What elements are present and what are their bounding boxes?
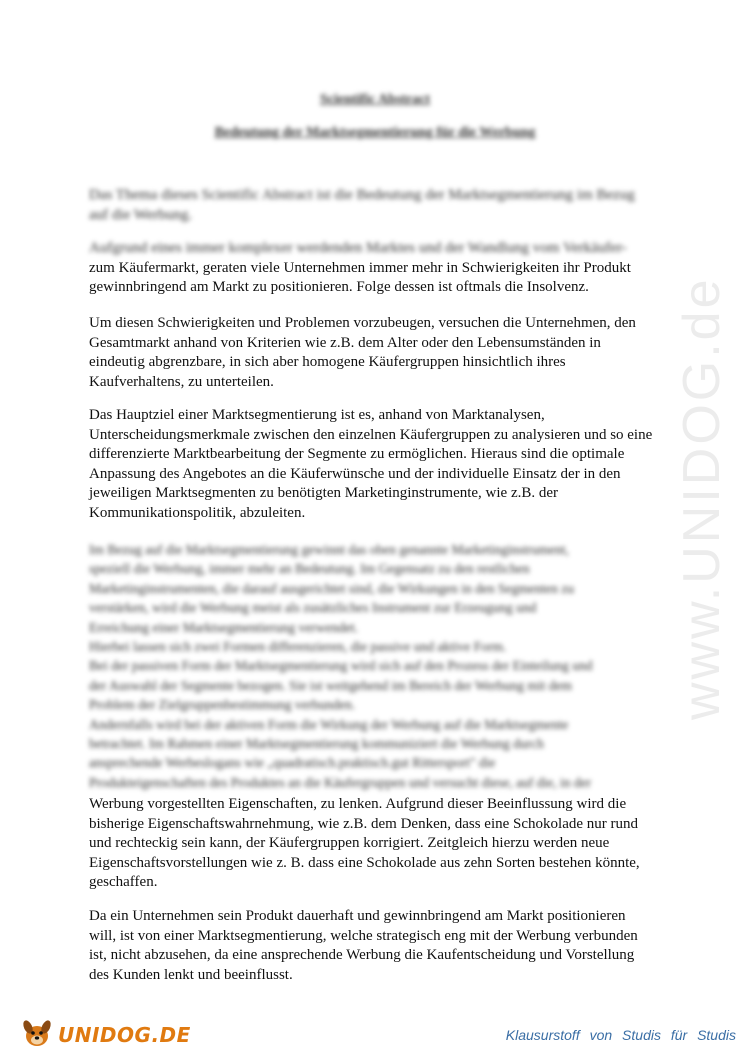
text-line: Das Thema dieses Scientific Abstract ist die Bedeutung der Marktsegmentierung im Bezug xyxy=(89,187,635,203)
paragraph-4-blurred xyxy=(89,540,664,792)
text-line: will, ist von einer Marktsegmentierung, welche strategisch eng mit der Werbung verbunden xyxy=(89,927,638,944)
text-line: Um diesen Schwierigkeiten und Problemen vorzubeugen, versuchen die Unternehmen, den xyxy=(89,315,636,331)
paragraph-3 xyxy=(89,406,664,524)
text-line: Werbung vorgestellten Eigenschaften, zu lenken. Aufgrund dieser Beeinflussung wird die xyxy=(89,796,627,812)
text-line: und rechteckig sein kann, der Käufergruppen korrigiert. Zeitgleich hierzu werden neue xyxy=(89,835,610,852)
text-line: speziell die Werbung, immer mehr an Bedeutung. Im Gegensatz zu den restlichen xyxy=(89,561,530,577)
footer-tagline: Klausurstoff von Studis für Studis xyxy=(505,1027,736,1043)
paragraph-1 xyxy=(89,239,664,298)
text-line: Problem der Zielgruppenbestimmung verbunden. xyxy=(89,697,356,713)
text-line: Unterscheidungsmerkmale zwischen den einzelnen Käufergruppen zu analysieren und so eine xyxy=(89,426,653,443)
text-line: jeweiligen Marktsegmenten zu benötigten Marketinginstrumente, wie z.B. der xyxy=(89,485,559,502)
paragraph-5 xyxy=(89,907,664,985)
text-line: eindeutig abgrenzbare, in sich aber homogene Käufergruppen hinsichtlich ihres xyxy=(89,354,566,371)
text-line: Gesamtmarkt anhand von Kriterien wie z.B. dem Alter oder den Lebensumständen in xyxy=(89,334,601,351)
text-line: verstärken, wird die Werbung meist als zusätzliches Instrument zur Erzeugung und xyxy=(89,600,537,616)
text-line: Andernfalls wird bei der aktiven Form die Wirkung der Werbung auf die Marktsegmente xyxy=(89,716,569,732)
document-title: Scientific Abstract xyxy=(319,92,431,107)
text-line: zum Käufermarkt, geraten viele Unternehmen immer mehr in Schwierigkeiten ihr Produkt xyxy=(89,259,631,276)
paragraph-4 xyxy=(89,795,664,893)
text-line: bisherige Eigenschaftswahrnehmung, wie z.B. dem Denken, dass eine Schokolade nur rund xyxy=(89,815,639,832)
text-line: Kaufverhaltens, zu unterteilen. xyxy=(89,373,274,390)
text-line: Marketinginstrumenten, die darauf ausgerichtet sind, die Wirkungen in den Segmenten zu xyxy=(89,580,575,596)
text-line: Aufgrund eines immer komplexer werdenden Marktes und der Wandlung vom Verkäufer- xyxy=(89,240,627,256)
dog-mascot-icon xyxy=(20,1016,54,1055)
text-line: gewinnbringend am Markt zu positionieren. Folge dessen ist oftmals die Insolvenz. xyxy=(89,279,589,296)
text-line: Eigenschaftsvorstellungen wie z. B. dass eine Schokolade aus zehn Sorten bestehen könnte, xyxy=(89,854,640,871)
text-line: Produkteigenschaften des Produktes an die Käufergruppen und versucht diese, auf die, in der xyxy=(89,774,592,790)
logo-text: UNIDOG.DE xyxy=(58,1023,191,1047)
paragraph-2 xyxy=(89,314,664,392)
text-line: betrachtet. Im Rahmen einer Marktsegmentierung kommuniziert die Werbung durch xyxy=(89,736,544,752)
text-line: Erreichung einer Marktsegmentierung verwendet. xyxy=(89,619,359,635)
intro-paragraph xyxy=(89,186,664,225)
document-subtitle: Bedeutung der Marktsegmentierung für die Werbung xyxy=(214,125,536,140)
text-line: des Kunden lenkt und beeinflusst. xyxy=(89,966,293,983)
text-line: der Auswahl der Segmente bezogen. Sie ist weitgehend im Bereich der Werbung mit dem xyxy=(89,677,573,693)
text-line: Das Hauptziel einer Marktsegmentierung ist es, anhand von Marktanalysen, xyxy=(89,407,545,423)
text-line: Kommunikationspolitik, abzuleiten. xyxy=(89,504,306,521)
watermark: www.UNIDOG.de xyxy=(673,276,731,720)
text-line: Hierbei lassen sich zwei Formen differenzieren, die passive und aktive Form. xyxy=(89,639,507,655)
text-line: Im Bezug auf die Marktsegmentierung gewinnt das oben genannte Marketinginstrument, xyxy=(89,542,569,557)
text-line: differenzierte Marktbearbeitung der Segmente zu ermöglichen. Hieraus sind die optimale xyxy=(89,446,625,463)
text-line: Da ein Unternehmen sein Produkt dauerhaft und gewinnbringend am Markt positionieren xyxy=(89,908,626,924)
text-line: geschaffen. xyxy=(89,874,158,891)
text-line: Anpassung des Angebotes an die Käuferwünsche und der individuelle Einsatz der in den xyxy=(89,465,621,482)
text-line: Bei der passiven Form der Marktsegmentierung wird sich auf den Prozess der Einteilung und xyxy=(89,658,593,674)
text-line: ist, nicht abzusehen, da eine ansprechende Werbung die Kaufentscheidung und Vorstellung xyxy=(89,947,635,964)
text-line: ansprechende Werbeslogans wie „quadratisch.praktisch.gut Rittersport" die xyxy=(89,755,496,771)
text-line: auf die Werbung. xyxy=(89,206,193,223)
unidog-logo[interactable] xyxy=(20,1018,191,1052)
